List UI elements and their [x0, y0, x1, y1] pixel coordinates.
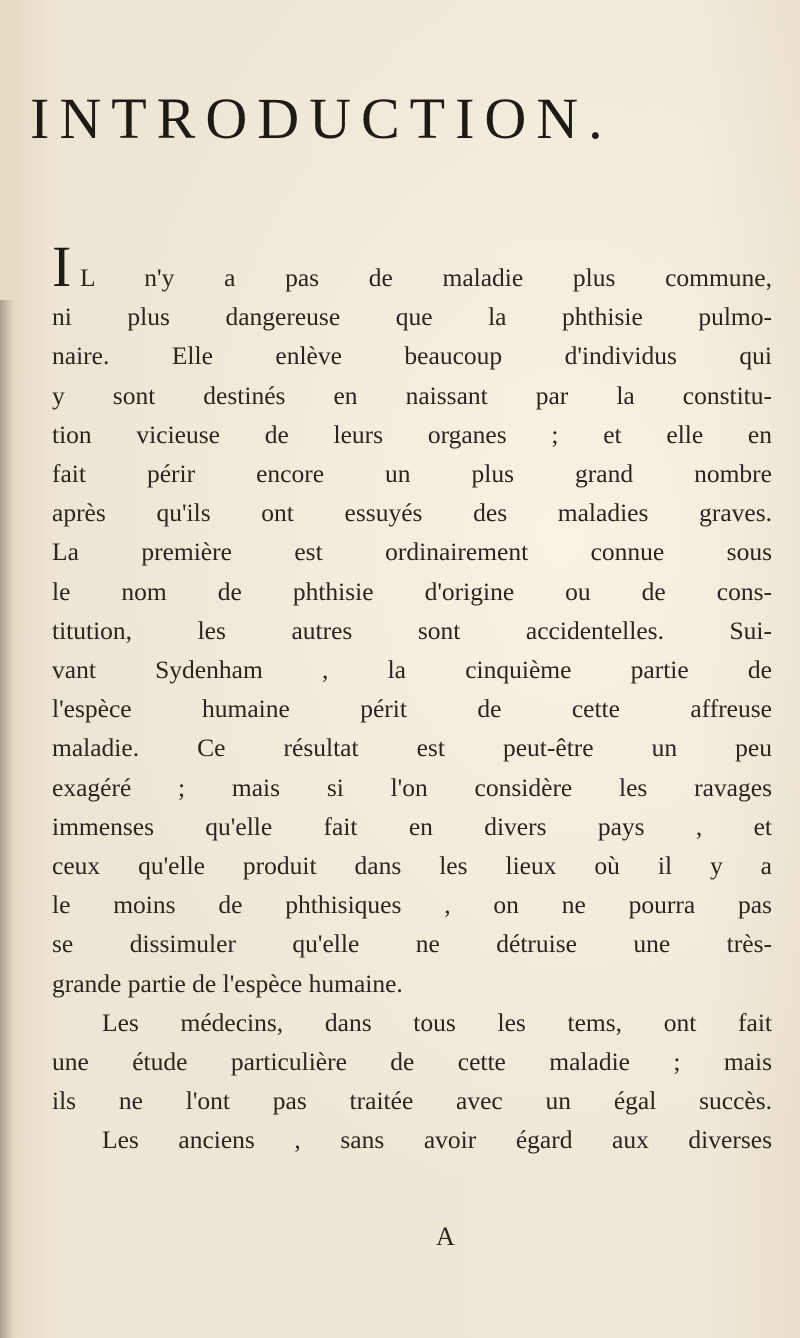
drop-initial: I [52, 234, 72, 299]
binding-shadow [0, 300, 14, 1338]
text-line: le moins de phthisiques , on ne pourra pas [52, 890, 772, 920]
signature-mark: A [436, 1222, 455, 1251]
text-line: maladie. Ce résultat est peut-être un peu [52, 733, 772, 763]
text-line: ceux qu'elle produit dans les lieux où il y a [52, 851, 772, 881]
text-line: le nom de phthisie d'origine ou de cons- [52, 576, 772, 606]
text-line: L n'y a pas de maladie plus commune, [80, 263, 772, 292]
text-line: l'espèce humaine périt de cette affreuse [52, 694, 772, 724]
chapter-title: INTRODUCTION. [30, 86, 613, 151]
text-line: ils ne l'ont pas traitée avec un égal succès. [52, 1086, 772, 1116]
text-line: se dissimuler qu'elle ne détruise une très- [52, 929, 772, 959]
text-line: Les médecins, dans tous les tems, ont fait [102, 1007, 772, 1037]
text-line: y sont destinés en naissant par la constitu- [52, 380, 772, 410]
text-line: naire. Elle enlève beaucoup d'individus qui [52, 341, 772, 371]
text-line: ni plus dangereuse que la phthisie pulmo- [52, 302, 772, 332]
text-line: La première est ordinairement connue sous [52, 537, 772, 567]
text-line: exagéré ; mais si l'on considère les ravages [52, 772, 772, 802]
text-line: immenses qu'elle fait en divers pays , et [52, 811, 772, 841]
text-line: après qu'ils ont essuyés des maladies graves. [52, 498, 772, 528]
text-line: une étude particulière de cette maladie ; mais [52, 1047, 772, 1077]
text-line: vant Sydenham , la cinquième partie de [52, 655, 772, 685]
text-line: titution, les autres sont accidentelles. Sui- [52, 615, 772, 645]
text-line: tion vicieuse de leurs organes ; et elle en [52, 419, 772, 449]
text-line: grande partie de l'espèce humaine. [52, 968, 403, 998]
body-text [52, 258, 772, 1160]
text-line: fait périr encore un plus grand nombre [52, 459, 772, 489]
text-line: Les anciens , sans avoir égard aux diverses [102, 1125, 772, 1155]
